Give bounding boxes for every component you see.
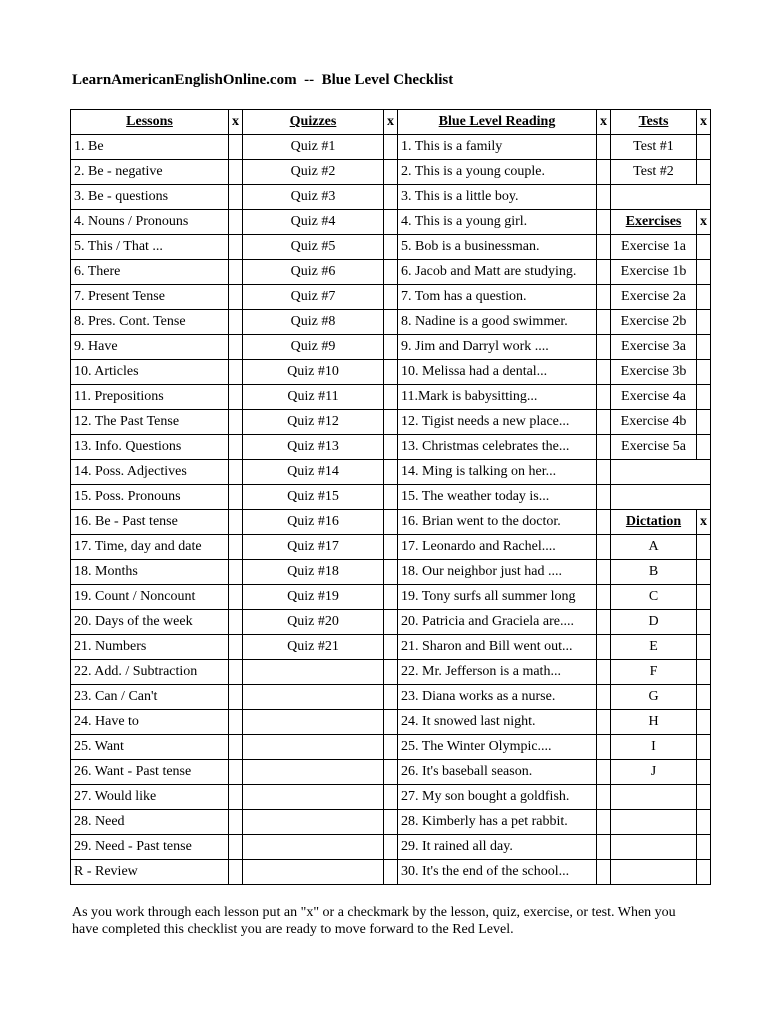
table-row (71, 185, 711, 210)
lesson-check-box[interactable] (229, 210, 243, 235)
reading-check-box[interactable] (597, 385, 611, 410)
right-item-cell: Exercise 4b (611, 410, 697, 435)
quiz-cell (243, 760, 384, 785)
quiz-check-box[interactable] (384, 510, 398, 535)
reading-cell: 24. It snowed last night. (398, 710, 597, 735)
empty-cell (611, 860, 697, 885)
table-row (71, 860, 711, 885)
reading-check-box[interactable] (597, 360, 611, 385)
right-check-box[interactable] (697, 360, 711, 385)
quiz-check-box[interactable] (384, 810, 398, 835)
quiz-cell (243, 860, 384, 885)
lesson-check-box[interactable] (229, 785, 243, 810)
reading-check-box[interactable] (597, 635, 611, 660)
quiz-cell (243, 810, 384, 835)
right-item-cell: Exercise 3b (611, 360, 697, 385)
lesson-check-box[interactable] (229, 185, 243, 210)
lesson-cell: 9. Have (71, 335, 229, 360)
lesson-check-box[interactable] (229, 460, 243, 485)
table-row (71, 460, 711, 485)
table-row (71, 260, 711, 285)
table-row (71, 560, 711, 585)
reading-cell: 10. Melissa had a dental... (398, 360, 597, 385)
section-header-cell: Dictation (611, 510, 697, 535)
lesson-cell: 17. Time, day and date (71, 535, 229, 560)
table-row (71, 135, 711, 160)
reading-check-box[interactable] (597, 860, 611, 885)
right-item-cell: Exercise 2a (611, 285, 697, 310)
reading-cell: 13. Christmas celebrates the... (398, 435, 597, 460)
reading-check-box[interactable] (597, 310, 611, 335)
reading-check-box[interactable] (597, 560, 611, 585)
table-row (71, 485, 711, 510)
reading-cell: 15. The weather today is... (398, 485, 597, 510)
table-row (71, 685, 711, 710)
quiz-check-box[interactable] (384, 735, 398, 760)
reading-check-box[interactable] (597, 160, 611, 185)
table-row (71, 235, 711, 260)
lesson-cell: 25. Want (71, 735, 229, 760)
right-item-cell: C (611, 585, 697, 610)
reading-cell: 20. Patricia and Graciela are.... (398, 610, 597, 635)
quiz-check-box[interactable] (384, 460, 398, 485)
reading-cell: 23. Diana works as a nurse. (398, 685, 597, 710)
reading-check-box[interactable] (597, 485, 611, 510)
quiz-cell: Quiz #13 (243, 435, 384, 460)
quiz-cell: Quiz #8 (243, 310, 384, 335)
right-item-cell: J (611, 760, 697, 785)
table-row (71, 735, 711, 760)
lesson-check-box[interactable] (229, 510, 243, 535)
lesson-check-box[interactable] (229, 385, 243, 410)
right-check-box[interactable] (697, 635, 711, 660)
reading-cell: 8. Nadine is a good swimmer. (398, 310, 597, 335)
right-item-cell: Exercise 4a (611, 385, 697, 410)
table-row (71, 160, 711, 185)
lesson-check-box[interactable] (229, 310, 243, 335)
quiz-check-box[interactable] (384, 210, 398, 235)
empty-cell (611, 785, 697, 810)
table-row (71, 785, 711, 810)
quiz-check-box[interactable] (384, 360, 398, 385)
lesson-check-box[interactable] (229, 860, 243, 885)
quiz-check-box[interactable] (384, 835, 398, 860)
quiz-cell: Quiz #16 (243, 510, 384, 535)
quiz-cell (243, 710, 384, 735)
reading-check-box[interactable] (597, 185, 611, 210)
reading-check-box[interactable] (597, 760, 611, 785)
lesson-cell: 14. Poss. Adjectives (71, 460, 229, 485)
table-header-row (71, 110, 711, 135)
reading-x-header: x (597, 110, 611, 135)
right-check-box[interactable] (697, 710, 711, 735)
lesson-cell: 26. Want - Past tense (71, 760, 229, 785)
quiz-check-box[interactable] (384, 585, 398, 610)
quiz-check-box[interactable] (384, 485, 398, 510)
quiz-check-box[interactable] (384, 685, 398, 710)
lesson-cell: 21. Numbers (71, 635, 229, 660)
quiz-cell: Quiz #1 (243, 135, 384, 160)
right-check-box[interactable] (697, 410, 711, 435)
quizzes-x-header: x (384, 110, 398, 135)
table-row (71, 710, 711, 735)
quiz-cell: Quiz #17 (243, 535, 384, 560)
quiz-cell: Quiz #11 (243, 385, 384, 410)
table-row (71, 285, 711, 310)
lesson-check-box[interactable] (229, 610, 243, 635)
reading-cell: 3. This is a little boy. (398, 185, 597, 210)
right-item-cell: Exercise 1a (611, 235, 697, 260)
quiz-cell: Quiz #14 (243, 460, 384, 485)
lesson-cell: 27. Would like (71, 785, 229, 810)
right-item-cell: A (611, 535, 697, 560)
right-check-box[interactable] (697, 535, 711, 560)
reading-cell: 17. Leonardo and Rachel.... (398, 535, 597, 560)
right-item-cell: Exercise 1b (611, 260, 697, 285)
quiz-check-box[interactable] (384, 660, 398, 685)
right-item-cell: H (611, 710, 697, 735)
right-check-box[interactable] (697, 385, 711, 410)
lesson-cell: 5. This / That ... (71, 235, 229, 260)
reading-check-box[interactable] (597, 410, 611, 435)
right-item-cell: D (611, 610, 697, 635)
reading-check-box[interactable] (597, 785, 611, 810)
table-row (71, 760, 711, 785)
right-check-box[interactable] (697, 160, 711, 185)
reading-check-box[interactable] (597, 710, 611, 735)
quiz-check-box[interactable] (384, 435, 398, 460)
reading-check-box[interactable] (597, 235, 611, 260)
reading-check-box[interactable] (597, 435, 611, 460)
reading-check-box[interactable] (597, 685, 611, 710)
table-row (71, 610, 711, 635)
lesson-check-box[interactable] (229, 160, 243, 185)
reading-cell: 21. Sharon and Bill went out... (398, 635, 597, 660)
right-check-box[interactable] (697, 560, 711, 585)
empty-check-box (697, 835, 711, 860)
table-row (71, 435, 711, 460)
lesson-cell: 18. Months (71, 560, 229, 585)
quiz-cell: Quiz #19 (243, 585, 384, 610)
page-title: LearnAmericanEnglishOnline.com -- Blue Level Checklist (72, 72, 454, 88)
quiz-check-box[interactable] (384, 135, 398, 160)
right-item-cell: G (611, 685, 697, 710)
reading-check-box[interactable] (597, 460, 611, 485)
quizzes-header: Quizzes (243, 110, 384, 135)
right-check-box[interactable] (697, 335, 711, 360)
quiz-cell: Quiz #21 (243, 635, 384, 660)
lesson-check-box[interactable] (229, 260, 243, 285)
reading-check-box[interactable] (597, 510, 611, 535)
lesson-cell: 23. Can / Can't (71, 685, 229, 710)
table-row (71, 385, 711, 410)
section-x-header: x (697, 510, 711, 535)
lesson-cell: 24. Have to (71, 710, 229, 735)
right-check-box[interactable] (697, 135, 711, 160)
quiz-check-box[interactable] (384, 410, 398, 435)
quiz-cell: Quiz #4 (243, 210, 384, 235)
quiz-check-box[interactable] (384, 285, 398, 310)
quiz-check-box[interactable] (384, 560, 398, 585)
quiz-cell: Quiz #6 (243, 260, 384, 285)
section-x-header: x (697, 210, 711, 235)
quiz-check-box[interactable] (384, 785, 398, 810)
table-row (71, 510, 711, 535)
quiz-check-box[interactable] (384, 260, 398, 285)
lessons-x-header: x (229, 110, 243, 135)
right-check-box[interactable] (697, 610, 711, 635)
reading-check-box[interactable] (597, 135, 611, 160)
quiz-check-box[interactable] (384, 335, 398, 360)
reading-cell: 12. Tigist needs a new place... (398, 410, 597, 435)
checklist-table (70, 109, 711, 885)
lesson-cell: 1. Be (71, 135, 229, 160)
reading-check-box[interactable] (597, 610, 611, 635)
lesson-check-box[interactable] (229, 235, 243, 260)
lesson-check-box[interactable] (229, 685, 243, 710)
reading-check-box[interactable] (597, 535, 611, 560)
quiz-cell (243, 735, 384, 760)
quiz-check-box[interactable] (384, 385, 398, 410)
quiz-check-box[interactable] (384, 235, 398, 260)
lesson-cell: 6. There (71, 260, 229, 285)
reading-cell: 6. Jacob and Matt are studying. (398, 260, 597, 285)
reading-cell: 4. This is a young girl. (398, 210, 597, 235)
lesson-check-box[interactable] (229, 660, 243, 685)
lesson-check-box[interactable] (229, 285, 243, 310)
quiz-cell: Quiz #20 (243, 610, 384, 635)
lesson-check-box[interactable] (229, 335, 243, 360)
lesson-check-box[interactable] (229, 410, 243, 435)
quiz-check-box[interactable] (384, 185, 398, 210)
lesson-check-box[interactable] (229, 560, 243, 585)
lesson-cell: 4. Nouns / Pronouns (71, 210, 229, 235)
right-item-cell: B (611, 560, 697, 585)
lesson-check-box[interactable] (229, 435, 243, 460)
right-check-box[interactable] (697, 760, 711, 785)
quiz-cell: Quiz #18 (243, 560, 384, 585)
instructions-note: As you work through each lesson put an "x" or a checkmark by the lesson, quiz, exercise, or test. When you have completed this checklist you are ready to move forward to the Red Level. (72, 905, 676, 937)
reading-check-box[interactable] (597, 810, 611, 835)
right-item-cell: F (611, 660, 697, 685)
quiz-cell: Quiz #7 (243, 285, 384, 310)
tests-header: Tests (611, 110, 697, 135)
table-row (71, 835, 711, 860)
empty-cell (611, 835, 697, 860)
empty-check-box (697, 810, 711, 835)
right-item-cell: Exercise 3a (611, 335, 697, 360)
lesson-check-box[interactable] (229, 535, 243, 560)
quiz-cell (243, 660, 384, 685)
reading-cell: 29. It rained all day. (398, 835, 597, 860)
lesson-cell: 19. Count / Noncount (71, 585, 229, 610)
quiz-check-box[interactable] (384, 635, 398, 660)
lessons-header: Lessons (71, 110, 229, 135)
reading-cell: 19. Tony surfs all summer long (398, 585, 597, 610)
table-row (71, 210, 711, 235)
quiz-cell: Quiz #15 (243, 485, 384, 510)
reading-cell: 5. Bob is a businessman. (398, 235, 597, 260)
empty-check-box (697, 860, 711, 885)
table-row (71, 810, 711, 835)
quiz-cell: Quiz #5 (243, 235, 384, 260)
right-check-box[interactable] (697, 685, 711, 710)
lesson-check-box[interactable] (229, 635, 243, 660)
quiz-cell (243, 785, 384, 810)
reading-cell: 7. Tom has a question. (398, 285, 597, 310)
lesson-cell: 12. The Past Tense (71, 410, 229, 435)
table-row (71, 585, 711, 610)
reading-header: Blue Level Reading (398, 110, 597, 135)
blank-cell (611, 185, 711, 210)
right-check-box[interactable] (697, 285, 711, 310)
section-header-cell: Exercises (611, 210, 697, 235)
lesson-check-box[interactable] (229, 835, 243, 860)
lesson-cell: 10. Articles (71, 360, 229, 385)
reading-check-box[interactable] (597, 735, 611, 760)
reading-cell: 25. The Winter Olympic.... (398, 735, 597, 760)
reading-check-box[interactable] (597, 260, 611, 285)
lesson-cell: 13. Info. Questions (71, 435, 229, 460)
table-row (71, 535, 711, 560)
right-item-cell: Test #2 (611, 160, 697, 185)
lesson-check-box[interactable] (229, 710, 243, 735)
lesson-check-box[interactable] (229, 810, 243, 835)
reading-check-box[interactable] (597, 660, 611, 685)
reading-cell: 27. My son bought a goldfish. (398, 785, 597, 810)
reading-cell: 18. Our neighbor just had .... (398, 560, 597, 585)
reading-cell: 2. This is a young couple. (398, 160, 597, 185)
quiz-cell (243, 685, 384, 710)
empty-check-box (697, 785, 711, 810)
lesson-cell: 16. Be - Past tense (71, 510, 229, 535)
blank-cell (611, 460, 711, 485)
tests-x-header: x (697, 110, 711, 135)
lesson-cell: 22. Add. / Subtraction (71, 660, 229, 685)
blank-cell (611, 485, 711, 510)
reading-cell: 14. Ming is talking on her... (398, 460, 597, 485)
table-row (71, 660, 711, 685)
lesson-cell: 8. Pres. Cont. Tense (71, 310, 229, 335)
right-check-box[interactable] (697, 660, 711, 685)
reading-cell: 26. It's baseball season. (398, 760, 597, 785)
quiz-check-box[interactable] (384, 310, 398, 335)
lesson-check-box[interactable] (229, 360, 243, 385)
quiz-check-box[interactable] (384, 710, 398, 735)
lesson-cell: 3. Be - questions (71, 185, 229, 210)
lesson-cell: 20. Days of the week (71, 610, 229, 635)
quiz-check-box[interactable] (384, 160, 398, 185)
right-item-cell: I (611, 735, 697, 760)
reading-cell: 9. Jim and Darryl work .... (398, 335, 597, 360)
lesson-cell: R - Review (71, 860, 229, 885)
reading-cell: 16. Brian went to the doctor. (398, 510, 597, 535)
right-check-box[interactable] (697, 735, 711, 760)
right-check-box[interactable] (697, 435, 711, 460)
table-row (71, 410, 711, 435)
quiz-check-box[interactable] (384, 860, 398, 885)
right-check-box[interactable] (697, 260, 711, 285)
lesson-cell: 11. Prepositions (71, 385, 229, 410)
right-item-cell: Exercise 5a (611, 435, 697, 460)
quiz-cell (243, 835, 384, 860)
reading-cell: 1. This is a family (398, 135, 597, 160)
quiz-cell: Quiz #12 (243, 410, 384, 435)
quiz-cell: Quiz #2 (243, 160, 384, 185)
lesson-cell: 15. Poss. Pronouns (71, 485, 229, 510)
quiz-check-box[interactable] (384, 610, 398, 635)
reading-check-box[interactable] (597, 335, 611, 360)
reading-check-box[interactable] (597, 835, 611, 860)
reading-cell: 11.Mark is babysitting... (398, 385, 597, 410)
quiz-check-box[interactable] (384, 760, 398, 785)
empty-cell (611, 810, 697, 835)
lesson-check-box[interactable] (229, 735, 243, 760)
table-row (71, 310, 711, 335)
reading-check-box[interactable] (597, 585, 611, 610)
lesson-check-box[interactable] (229, 760, 243, 785)
right-check-box[interactable] (697, 310, 711, 335)
table-row (71, 335, 711, 360)
lesson-check-box[interactable] (229, 135, 243, 160)
lesson-cell: 7. Present Tense (71, 285, 229, 310)
table-row (71, 360, 711, 385)
reading-cell: 28. Kimberly has a pet rabbit. (398, 810, 597, 835)
lesson-cell: 29. Need - Past tense (71, 835, 229, 860)
lesson-check-box[interactable] (229, 485, 243, 510)
right-item-cell: Test #1 (611, 135, 697, 160)
table-row (71, 635, 711, 660)
lesson-cell: 2. Be - negative (71, 160, 229, 185)
lesson-cell: 28. Need (71, 810, 229, 835)
reading-cell: 22. Mr. Jefferson is a math... (398, 660, 597, 685)
quiz-check-box[interactable] (384, 535, 398, 560)
quiz-cell: Quiz #3 (243, 185, 384, 210)
quiz-cell: Quiz #10 (243, 360, 384, 385)
reading-check-box[interactable] (597, 285, 611, 310)
right-item-cell: E (611, 635, 697, 660)
right-check-box[interactable] (697, 235, 711, 260)
reading-check-box[interactable] (597, 210, 611, 235)
right-item-cell: Exercise 2b (611, 310, 697, 335)
right-check-box[interactable] (697, 585, 711, 610)
quiz-cell: Quiz #9 (243, 335, 384, 360)
reading-cell: 30. It's the end of the school... (398, 860, 597, 885)
lesson-check-box[interactable] (229, 585, 243, 610)
